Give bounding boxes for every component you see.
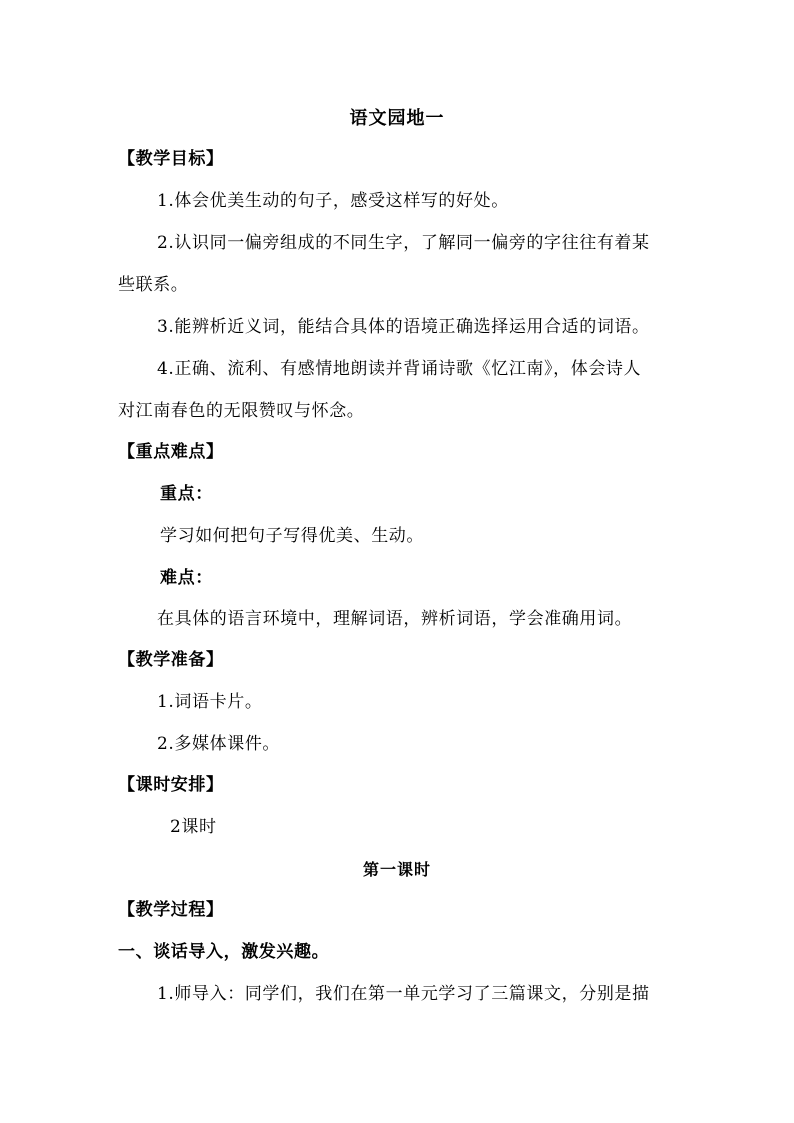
preparation-heading: 【教学准备】 [118, 650, 224, 670]
goal-4-line-2: 对江南春色的无限赞叹与怀念。 [118, 401, 365, 421]
preparation-item-2: 2.多媒体课件。 [157, 734, 281, 754]
key-point-text: 学习如何把句子写得优美、生动。 [160, 526, 424, 546]
schedule-text: 2课时 [170, 817, 217, 837]
goal-2-line-1: 2.认识同一偏旁组成的不同生字，了解同一偏旁的字往往有着某 [157, 233, 650, 253]
key-points-heading: 【重点难点】 [118, 442, 224, 462]
step-1-heading: 一、谈话导入，激发兴趣。 [118, 942, 330, 962]
step-1-text: 1.师导入：同学们，我们在第一单元学习了三篇课文，分别是描 [157, 984, 650, 1004]
difficulty-label: 难点： [160, 568, 213, 588]
goal-4-line-1: 4.正确、流利、有感情地朗读并背诵诗歌《忆江南》，体会诗人 [157, 359, 642, 379]
difficulty-text: 在具体的语言环境中，理解词语，辨析词语，学会准确用词。 [157, 609, 633, 629]
process-heading: 【教学过程】 [118, 900, 224, 920]
key-point-label: 重点： [160, 484, 213, 504]
schedule-heading: 【课时安排】 [118, 775, 224, 795]
goal-2-line-2: 些联系。 [118, 275, 189, 295]
preparation-item-1: 1.词语卡片。 [157, 692, 263, 712]
document-title: 语文园地一 [349, 108, 445, 129]
goal-1: 1.体会优美生动的句子，感受这样写的好处。 [157, 191, 509, 211]
lesson-title: 第一课时 [362, 860, 431, 879]
goals-heading: 【教学目标】 [118, 149, 224, 169]
goal-3: 3.能辨析近义词，能结合具体的语境正确选择运用合适的词语。 [157, 317, 650, 337]
